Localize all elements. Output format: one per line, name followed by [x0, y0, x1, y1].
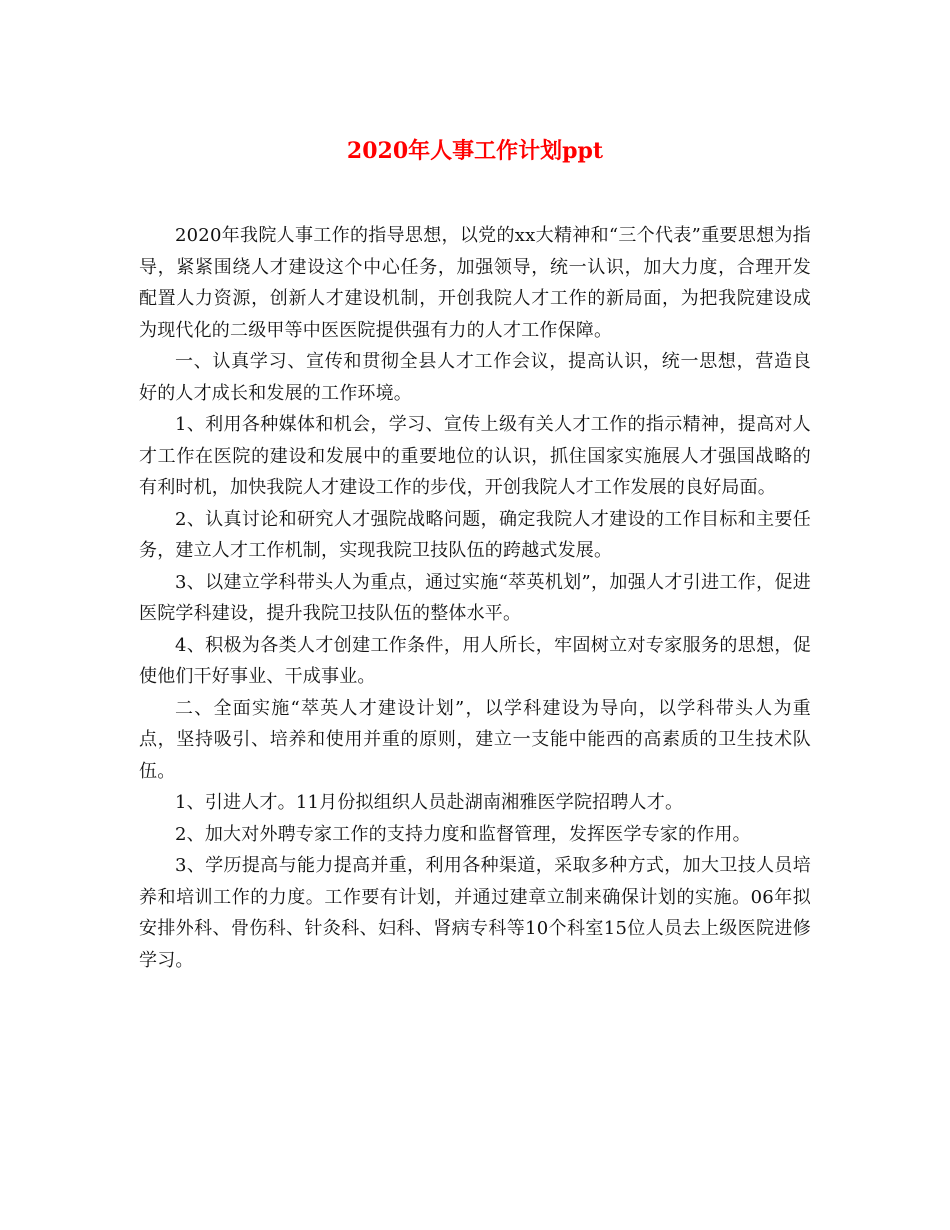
- paragraph-item-2-1: 1、引进人才。11月份拟组织人员赴湖南湘雅医学院招聘人才。: [175, 792, 684, 813]
- paragraph-guiding-principle: 2020年我院人事工作的指导思想，以党的xx大精神和“三个代表”重要思想为指导，紧紧围绕人才建设这个中心任务，加强领导，统一认识，加大力度，合理开发配置人力资源，创新人才建设机制，开创我院人才工作的新局面，为把我院建设成为现代化的二级甲等中医医院提供强有力的人才工作保障。: [139, 225, 811, 341]
- paragraph-item-1-2: 2、认真讨论和研究人才强院战略问题，确定我院人才建设的工作目标和主要任务，建立人才工作机制，实现我院卫技队伍的跨越式发展。: [139, 508, 811, 561]
- paragraph-item-2-2: 2、加大对外聘专家工作的支持力度和监督管理，发挥医学专家的作用。: [175, 823, 751, 845]
- paragraph-item-1-4: 4、积极为各类人才创建工作条件，用人所长，牢固树立对专家服务的思想，促使他们干好事业、干成事业。: [139, 634, 811, 687]
- paragraph-item-1-3: 3、以建立学科带头人为重点，通过实施“萃英机划”，加强人才引进工作，促进医院学科建设，提升我院卫技队伍的整体水平。: [139, 571, 811, 624]
- document-body: [139, 220, 811, 976]
- paragraph-item-2-3: 3、学历提高与能力提高并重，利用各种渠道，采取多种方式，加大卫技人员培养和培训工作的力度。工作要有计划，并通过建章立制来确保计划的实施。06年拟安排外科、骨伤科、针灸科、妇科、肾病专科等10个科室15位人员去上级医院进修学习。: [139, 855, 811, 971]
- paragraph-section-two: 二、全面实施“萃英人才建设计划”，以学科建设为导向，以学科带头人为重点，坚持吸引、培养和使用并重的原则，建立一支能中能西的高素质的卫生技术队伍。: [139, 697, 811, 782]
- paragraph-section-one: 一、认真学习、宣传和贯彻全县人才工作会议，提高认识，统一思想，营造良好的人才成长和发展的工作环境。: [139, 351, 811, 404]
- paragraph-item-1-1: 1、利用各种媒体和机会，学习、宣传上级有关人才工作的指示精神，提高对人才工作在医院的建设和发展中的重要地位的认识，抓住国家实施展人才强国战略的有利时机，加快我院人才建设工作的步伐，开创我院人才工作发展的良好局面。: [139, 414, 811, 498]
- document-title: 2020年人事工作计划ppt: [346, 138, 604, 164]
